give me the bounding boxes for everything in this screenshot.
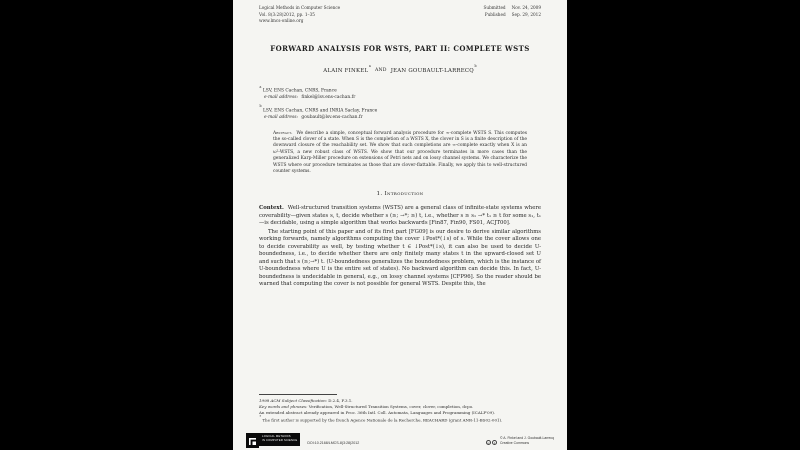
keywords-text: Verification, Well-Structured Transition Systems, cover, clover, completion, dcpo. — [308, 403, 474, 409]
copyright-block — [500, 436, 554, 446]
authors-line — [259, 66, 541, 74]
submission-dates — [484, 5, 541, 25]
funding-marker: * — [259, 414, 262, 419]
journal-website-link[interactable]: www.lmcs-online.org — [259, 18, 304, 23]
funding-text: The first author is supported by the french Agence Nationale de la Recherche, REACHARD (grant ANR-11-BS02-001). — [262, 417, 503, 422]
footnotes — [259, 394, 541, 423]
license-line: Creative Commons — [500, 441, 530, 446]
copyright-line: © A. Finkel and J. Goubault-Larrecq — [500, 436, 554, 441]
lmcs-banner-line-1: LOGICAL METHODS — [262, 435, 291, 438]
paper-page — [233, 0, 567, 450]
lmcs-banner — [259, 433, 300, 446]
affiliation-2-institution: LSV, ENS Cachan, CNRS and INRIA Saclay, France — [262, 108, 378, 114]
affiliation-2-marker: b — [259, 104, 262, 109]
abstract-text: We describe a simple, conceptual forward analysis procedure for ∞-complete WSTS S. This computes the so-called clover of a state. When S is the completion of a WSTS X, the clover in S is a finite description of the downward closure of the reachability set. We show that such completions are ∞-complete exactly when X is an ω²-WSTS, a new robust class of WSTS. We show that our procedure terminates in more cases than the generalized Karp-Miller procedure on extensions of Petri nets and on lossy channel systems. We characterize the WSTS where our procedure terminates as those that are clover-flattable. Finally, we apply this to well-structured counter systems. — [273, 130, 527, 174]
body-paragraph-1 — [259, 205, 541, 228]
page-footer — [246, 433, 554, 446]
journal-info — [259, 5, 340, 25]
cc-by-icon: b — [493, 442, 496, 445]
affiliation-1 — [259, 86, 541, 102]
abstract — [273, 131, 527, 176]
footnote-extended-abstract: An extended abstract already appeared in Proc. 36th Intl. Coll. Automata, Languages and Programming (ICALP'09). — [259, 409, 496, 415]
doi-text: DOI:10.2168/LMCS-8(3:28)2012 — [307, 441, 360, 445]
published-label: Published — [484, 11, 506, 17]
body-paragraph-2: The starting point of this paper and of its first part [FG09] is our desire to derive similar algorithms working forwards, namely algorithms computing the cover ↓Post*(↓s) of s. While the cover allows one to decide coverability as well, by testing whether t ∈ ↓Post*(↓s), it can also be used to decide U-boundedness, i.e., to decide whether there are only finitely many states t in the upward-closed set U and such that s (≥;→*) t. (U-boundedness generalizes the boundedness problem, which is the instance of U-boundedness where U is the entire set of states). No backward algorithm can decide this. In fact, U-boundedness is undecidable in general, e.g., on lossy channel systems [CFP96]. So the reader should be warned that computing the cover is not possible for general WSTS. Despite this, the — [259, 228, 541, 288]
affiliation-1-institution: LSV, ENS Cachan, CNRS, France — [262, 88, 337, 94]
affiliation-2 — [259, 106, 541, 122]
paragraph-1-lead: Context. — [259, 205, 284, 212]
affiliation-2-email-label: e-mail address: — [264, 115, 298, 121]
keywords-label: Key words and phrases: — [259, 403, 308, 409]
creative-commons-icons — [486, 440, 497, 445]
journal-name: Logical Methods in Computer Science — [259, 5, 341, 10]
footer-left — [246, 433, 359, 446]
footnote-funding — [259, 416, 541, 423]
author-1-marker: a — [368, 64, 371, 68]
author-2-marker: b — [474, 64, 477, 68]
author-1: ALAIN FINKEL — [323, 67, 369, 74]
authors-separator: AND — [374, 68, 387, 74]
classification-label: 1998 ACM Subject Classification: — [259, 397, 327, 403]
affiliation-1-marker: a — [259, 84, 262, 89]
affiliations — [259, 86, 541, 121]
lmcs-banner-line-2: IN COMPUTER SCIENCE — [262, 438, 298, 442]
footer-right — [486, 436, 554, 446]
journal-volume-info: Vol. 8(3:28)2012, pp. 1–35 — [259, 11, 315, 17]
paragraph-1-text: Well-structured transition systems (WSTS) are a general class of infinite-state systems where coverability—given states s, t, decide whether s (≥; →*; ≥) t, i.e., whether s ≥ s₁ →* t₁ ≥ t for some s₁, t₁—is decidable, using a simple algorithm that works backwards [Fin87, Fin90, FS01, ACJT00]. — [259, 205, 541, 227]
affiliation-1-email-link[interactable]: finkel@lsv.ens-cachan.fr — [301, 95, 356, 101]
author-2: JEAN GOUBAULT-LARRECQ — [390, 67, 474, 74]
published-date: Sep. 29, 2012 — [511, 11, 541, 17]
affiliation-1-email-label: e-mail address: — [264, 95, 298, 101]
abstract-label: Abstract. — [273, 130, 293, 136]
submitted-label: Submitted — [483, 5, 506, 10]
paper-title: FORWARD ANALYSIS FOR WSTS, PART II: COMPLETE WSTS — [270, 43, 530, 53]
section-heading-introduction: 1. Introduction — [376, 191, 424, 198]
footnote-rule — [259, 394, 337, 395]
journal-header — [259, 5, 541, 25]
submitted-date: Nov. 24, 2009 — [511, 5, 541, 10]
classification-text: D.2.4, F.3.1. — [328, 397, 353, 403]
affiliation-2-email-link[interactable]: goubault@lsv.ens-cachan.fr — [301, 115, 363, 121]
lmcs-logo-icon — [246, 433, 259, 446]
cc-icon: cc — [487, 442, 490, 445]
